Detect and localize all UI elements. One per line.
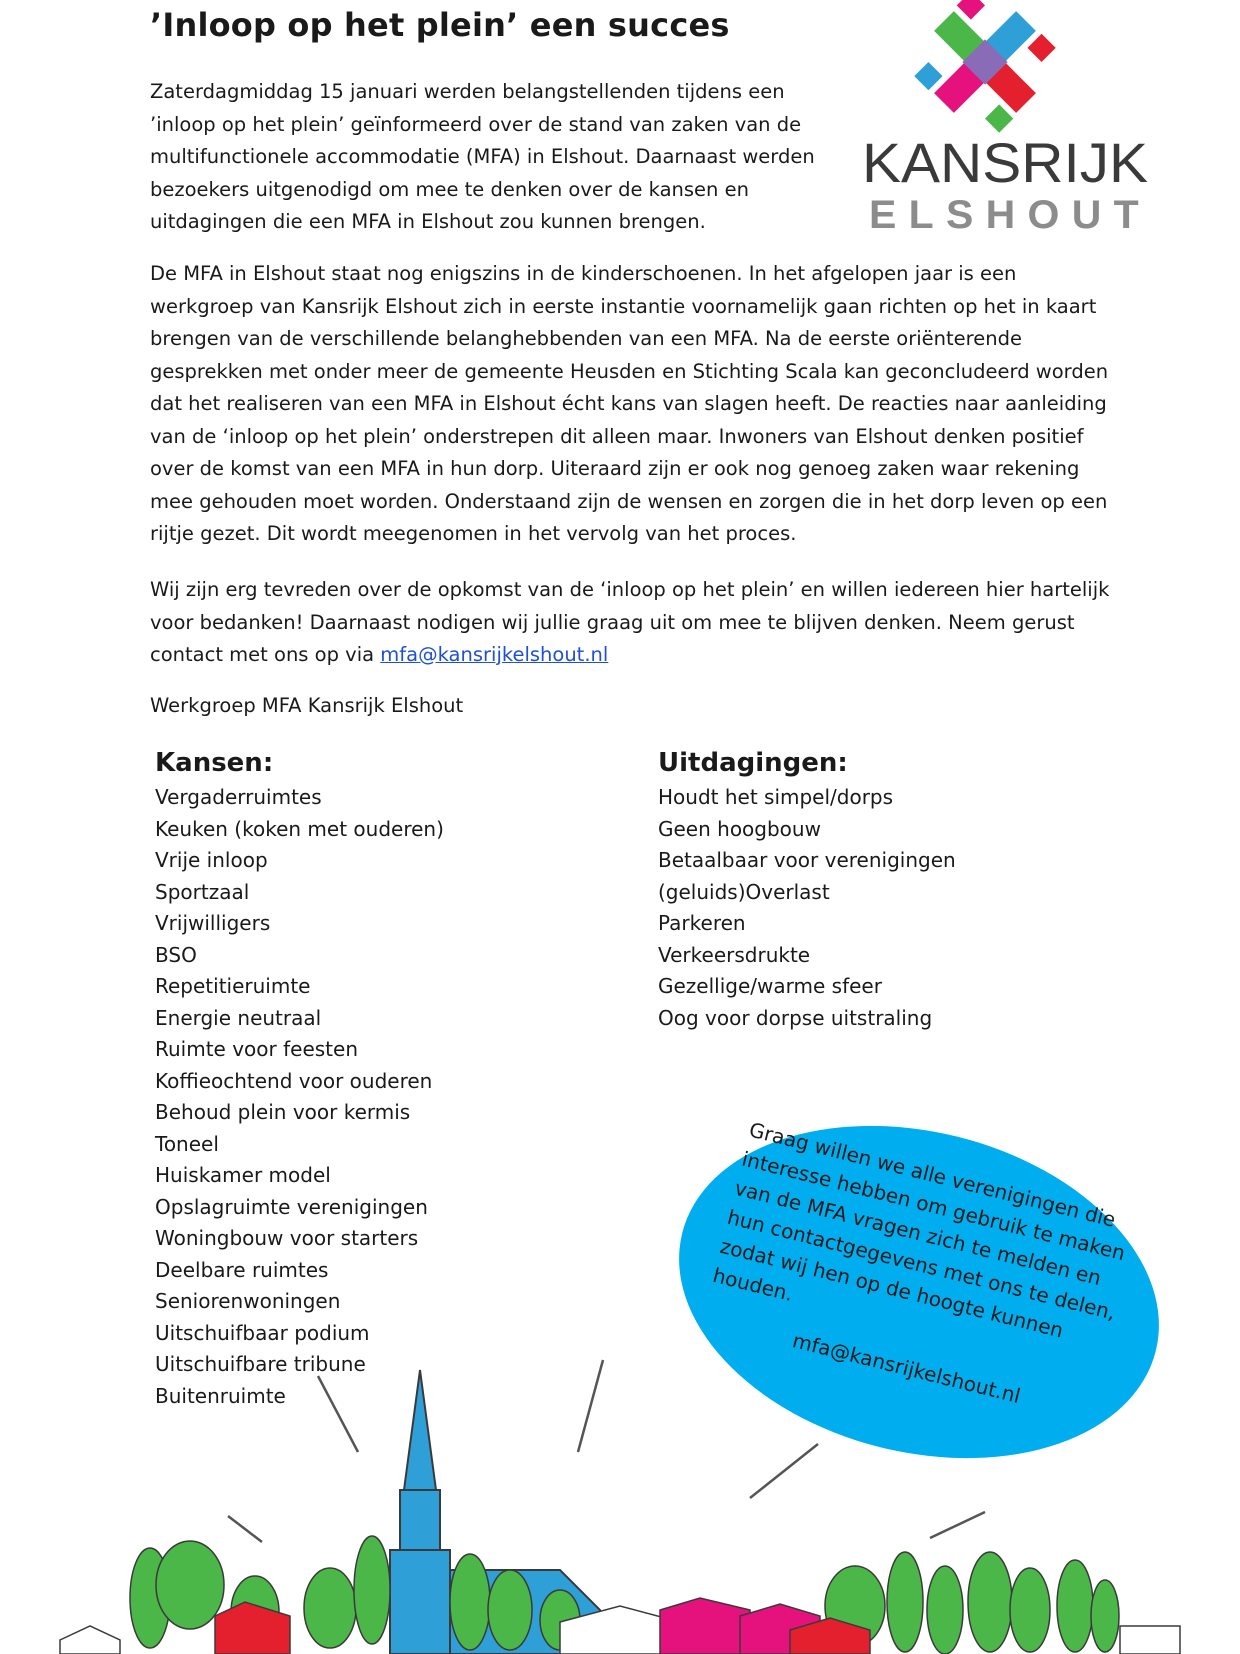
- status-paragraph: De MFA in Elshout staat nog enigszins in de kinderschoenen. In het afgelopen jaar is een werkgroep van Kansrijk Elshout zich in eerste instantie voornamelijk gaan richten op het in kaart brengen van de verschillende belanghebbenden van een MFA. Na de eerste oriënterende gesprekken met onder meer de gemeente Heusden en Stichting Scala kan geconcludeerd worden dat het realiseren van een MFA in Elshout écht kans van slagen heeft. De reacties naar aanleiding van de ‘inloop op het plein’ onderstrepen dit alleen maar. Inwoners van Elshout denken positief over de komst van een MFA in hun dorp. Uiteraard zijn er ook nog genoeg zaken waar rekening mee gehouden moet worden. Onderstaand zijn de wensen en zorgen die in het dorp leven op een rijtje gezet. Dit wordt meegenomen in het vervolg van het proces.: [150, 262, 1109, 545]
- logo-emblem: [900, 0, 1070, 147]
- email-link[interactable]: mfa@kansrijkelshout.nl: [380, 643, 609, 666]
- logo-word-elshout: ELSHOUT: [869, 193, 1151, 237]
- list-item: Parkeren: [658, 911, 746, 935]
- kansen-list: [155, 748, 444, 1412]
- list-item: Repetitieruimte: [155, 974, 311, 998]
- page-title: ’Inloop op het plein’ een succes: [150, 6, 730, 44]
- list-item: Vrijwilligers: [155, 911, 271, 935]
- list-item: Uitschuifbaar podium: [155, 1320, 370, 1345]
- list-item: Buitenruimte: [155, 1383, 286, 1408]
- list-item: Uitschuifbare tribune: [155, 1352, 366, 1376]
- logo-word-kansrijk: KANSRIJK: [862, 131, 1148, 194]
- list-item: Seniorenwoningen: [155, 1289, 341, 1313]
- thanks-paragraph: [150, 574, 1110, 672]
- list-item: Keuken (koken met ouderen): [155, 816, 444, 841]
- kansen-heading: Kansen:: [155, 748, 274, 778]
- kansrijk-elshout-logo: [850, 0, 1160, 240]
- list-item: Houdt het simpel/dorps: [658, 785, 894, 809]
- list-item: BSO: [155, 942, 197, 967]
- uitdagingen-list: [658, 748, 956, 1034]
- list-item: Geen hoogbouw: [658, 816, 821, 841]
- list-item: Verkeersdrukte: [658, 942, 811, 967]
- list-item: Toneel: [155, 1131, 219, 1156]
- list-item: Koffieochtend voor ouderen: [155, 1068, 433, 1093]
- list-item: Oog voor dorpse uitstraling: [658, 1005, 933, 1030]
- list-item: Vergaderruimtes: [155, 785, 322, 809]
- list-item: Betaalbaar voor verenigingen: [658, 848, 956, 872]
- thanks-text: Wij zijn erg tevreden over de opkomst van de ‘inloop op het plein’ en willen iedereen hier hartelijk voor bedanken! Daarnaast nodigen wij jullie graag uit om mee te blijven denken. Neem gerust contact met ons op via: [150, 578, 1110, 666]
- list-item: Gezellige/warme sfeer: [658, 974, 882, 998]
- list-item: Behoud plein voor kermis: [155, 1100, 411, 1124]
- uitdagingen-heading: Uitdagingen:: [658, 748, 848, 778]
- bubble-message: Graag willen we alle verenigingen die interesse hebben om gebruik te maken van de MFA vragen zich te melden en hun contactgegevens met ons te delen, zodat wij hen op de hoogte kunnen houden.: [710, 1117, 1128, 1343]
- list-item: Ruimte voor feesten: [155, 1037, 358, 1061]
- list-item: Energie neutraal: [155, 1005, 322, 1030]
- list-item: Opslagruimte verenigingen: [155, 1194, 428, 1219]
- ray-lines: [228, 1360, 985, 1542]
- signature: Werkgroep MFA Kansrijk Elshout: [150, 694, 464, 717]
- list-item: Vrije inloop: [155, 848, 268, 872]
- list-item: Deelbare ruimtes: [155, 1257, 329, 1282]
- intro-paragraph: Zaterdagmiddag 15 januari werden belangstellenden tijdens een ’inloop op het plein’ geïnformeerd over de stand van zaken van de multifunctionele accommodatie (MFA) in Elshout. Daarnaast werden bezoekers uitgenodigd om mee te denken over de kansen en uitdagingen die een MFA in Elshout zou kunnen brengen.: [150, 80, 815, 233]
- list-item: Sportzaal: [155, 879, 250, 904]
- bubble-email[interactable]: mfa@kansrijkelshout.nl: [790, 1328, 1023, 1409]
- village-skyline-illustration: [0, 1340, 1240, 1654]
- list-item: Woningbouw voor starters: [155, 1226, 419, 1250]
- list-item: Huiskamer model: [155, 1163, 331, 1187]
- list-item: (geluids)Overlast: [658, 879, 830, 904]
